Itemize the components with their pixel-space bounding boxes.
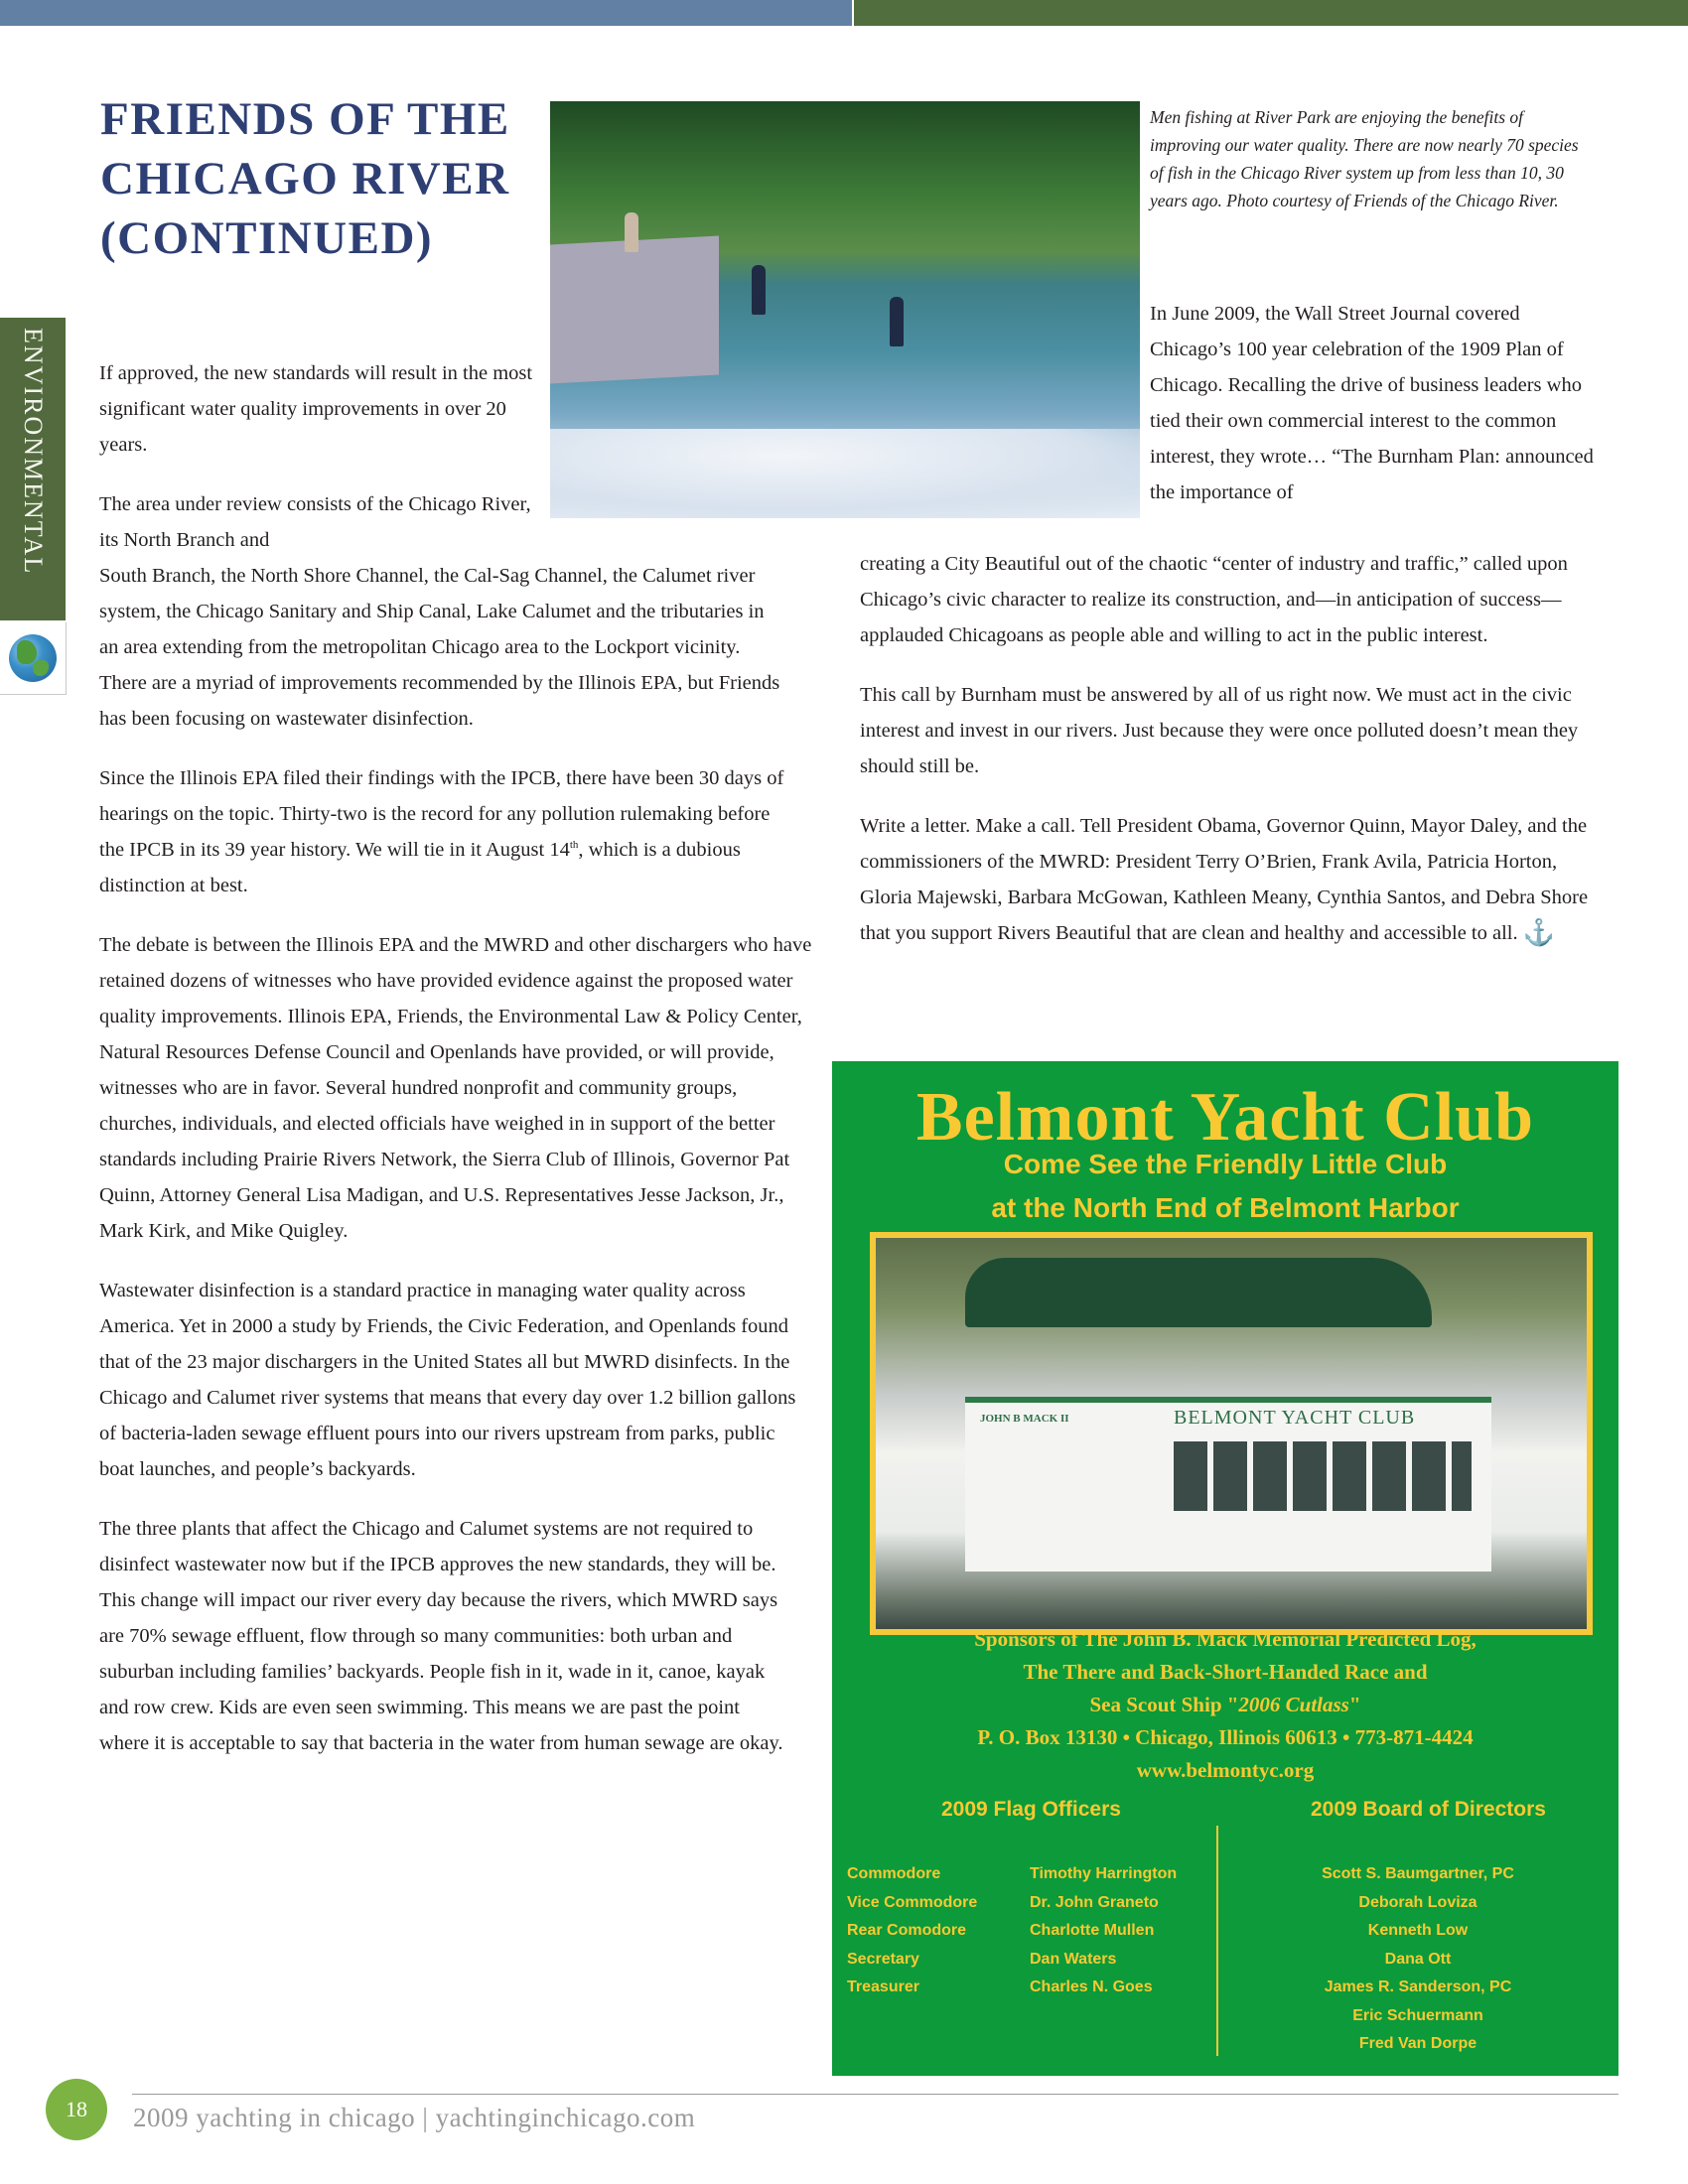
paragraph: The three plants that affect the Chicago and Calumet systems are not required to disinfect wastewater now but if the IPCB approves the new standards, they will be. This change will impact our river every day because the rivers, which MWRD says are 70% sewage effluent, flow through so many communities: both urban and suburban including families’ backyards. People fish in it, wade in it, canoe, kayak and row crew. Kids are even seen swimming. This means we are past the point where it is acceptable to say that bacteria in the water from human sewage are okay. [99, 1518, 783, 1754]
ad-subtitle: at the North End of Belmont Harbor [991, 1192, 1460, 1223]
board-member: Eric Schuermann [1352, 2006, 1483, 2024]
board-member: Deborah Loviza [1358, 1893, 1477, 1911]
anchor-icon: ⚓ [1522, 918, 1556, 947]
belmont-yacht-club-ad [832, 1061, 1618, 2076]
paragraph: Write a letter. Make a call. Tell President Obama, Governor Quinn, Mayor Daley, and the commissioners of the MWRD: President Terry O’Brien, Frank Avila, Patricia Horton, Gloria Majewski, Barbara McGowan, Kathleen Meany, Cynthia Santos, and Debra Shore that you support Rivers Beautiful that are clean and healthy and accessible to all. ⚓ [860, 815, 1589, 947]
yacht-club-boat-photo [870, 1232, 1593, 1635]
paragraph: Wastewater disinfection is a standard practice in managing water quality across America. Yet in 2000 a study by Friends, the Civic Federation, and Openlands found that of the 23 major dischargers in the United States all but MWRD disinfects. In the Chicago and Calumet river systems that means that every day over 1.2 billion gallons of bacteria-laden sewage effluent pours into our rivers upstream from parks, public boat launches, and people’s backyards. [99, 1280, 796, 1480]
sponsor-line: Sea Scout Ship "2006 Cutlass" [1089, 1693, 1361, 1716]
boat-stern-name: JOHN B MACK II [980, 1413, 1069, 1425]
paragraph: Since the Illinois EPA filed their findings with the IPCB, there have been 30 days of hearings on the topic. Thirty-two is the record for any pollution rulemaking before the IPCB in its 39 year history. We will tie in it August 14th, which is a dubious distinction at best. [99, 767, 784, 896]
article-title: FRIENDS OF THE CHICAGO RIVER (CONTINUED) [100, 93, 510, 264]
column-divider [1216, 1826, 1218, 2056]
article-left-column [99, 355, 814, 1785]
officer-row: Vice Commodore Dr. John Graneto [847, 1893, 1159, 1911]
paragraph: The debate is between the Illinois EPA and the MWRD and other dischargers who have retained dozens of witnesses who have provided evidence against the proposed water quality improvements. Illinois EPA, Friends, the Environmental Law & Policy Center, Natural Resources Defense Council and Openlands have provided, or will provide, witnesses who are in favor. Several hundred nonprofit and community groups, churches, individuals, and elected officials have weighed in in support of the better standards including Prairie Rivers Network, the Sierra Club of Illinois, Governor Pat Quinn, Attorney General Lisa Madigan, and U.S. Representatives Jesse Jackson, Jr., Mark Kirk, and Mike Quigley. [99, 934, 812, 1242]
board-heading: 2009 Board of Directors [1311, 1798, 1546, 1821]
boat-side-name: BELMONT YACHT CLUB [1174, 1407, 1416, 1429]
paragraph: The area under review consists of the Chicago River, its North Branch and [99, 493, 531, 551]
fisher-wading [890, 297, 904, 346]
contact-line: P. O. Box 13130 • Chicago, Illinois 60613 • 773-871-4424 [977, 1725, 1474, 1749]
header-bar-green [854, 0, 1688, 26]
paragraph: South Branch, the North Shore Channel, the Cal-Sag Channel, the Calumet river system, the Chicago Sanitary and Ship Canal, Lake Calumet and the tributaries in an area extending from the metropolitan Chicago area to the Lockport vicinity. There are a myriad of improvements recommended by the Illinois EPA, but Friends has been focusing on wastewater disinfection. [99, 565, 780, 730]
board-member: Fred Van Dorpe [1358, 2035, 1477, 2052]
paragraph: creating a City Beautiful out of the chaotic “center of industry and traffic,” called upon Chicago’s civic character to realize its construction, and—in anticipation of success—applauded Chicagoans as people able and willing to act in the public interest. [860, 553, 1568, 646]
board-member: Dana Ott [1384, 1950, 1452, 1968]
ad-subtitle: Come See the Friendly Little Club [1003, 1149, 1448, 1179]
officer-row: Treasurer Charles N. Goes [847, 1979, 1153, 1995]
boat-canopy [965, 1258, 1432, 1327]
section-icon-box [0, 622, 67, 695]
globe-icon [9, 634, 57, 682]
officer-row: Commodore Timothy Harrington [847, 1865, 1178, 1882]
board-member: Kenneth Low [1367, 1922, 1469, 1939]
board-member: James R. Sanderson, PC [1324, 1979, 1512, 1995]
officer-row: Secretary Dan Waters [847, 1950, 1117, 1968]
paragraph: In June 2009, the Wall Street Journal covered Chicago’s 100 year celebration of the 1909 Plan of Chicago. Recalling the drive of business leaders who tied their own commercial interest to the common interest, they wrote… “The Burnham Plan: announced the importance of [1150, 303, 1594, 503]
sponsor-line: The There and Back-Short-Handed Race and [1023, 1660, 1428, 1684]
boat-windows [1174, 1441, 1472, 1511]
header-bar-blue [0, 0, 852, 26]
paragraph: This call by Burnham must be answered by all of us right now. We must act in the civic interest and invest in our rivers. Just because they were once polluted doesn’t mean they should still be. [860, 684, 1579, 777]
sponsor-line: Sponsors of The John B. Mack Memorial Predicted Log, [974, 1627, 1477, 1651]
paragraph: If approved, the new standards will result in the most significant water quality improvements in over 20 years. [99, 362, 533, 456]
website-link[interactable]: www.belmontyc.org [1136, 1758, 1315, 1782]
flag-officers-list [847, 1860, 1204, 2002]
flag-officers-heading: 2009 Flag Officers [941, 1798, 1121, 1821]
ad-sponsor-info [832, 1623, 1618, 1787]
ad-title: Belmont Yacht Club [915, 1079, 1535, 1156]
board-list [1229, 1860, 1607, 2059]
fisher-wading [752, 265, 766, 315]
article-right-column [860, 546, 1600, 975]
section-tab [0, 318, 66, 620]
footer-text: 2009 yachting in chicago | yachtinginchicago.com [133, 2103, 696, 2132]
page-number-badge: 18 [46, 2079, 107, 2140]
officer-row: Rear Comodore Charlotte Mullen [847, 1922, 1155, 1939]
board-member: Scott S. Baumgartner, PC [1322, 1865, 1514, 1882]
section-tab-label: ENVIRONMENTAL [19, 328, 48, 576]
footer-divider [132, 2094, 1618, 2095]
fisher-seated [625, 212, 638, 252]
article-right-column-top [1150, 296, 1597, 510]
photo-caption: Men fishing at River Park are enjoying the benefits of improving our water quality. There are now nearly 70 species of fish in the Chicago River system up from less than 10, 30 years ago. Photo courtesy of Friends of the Chicago River. [1150, 107, 1579, 210]
